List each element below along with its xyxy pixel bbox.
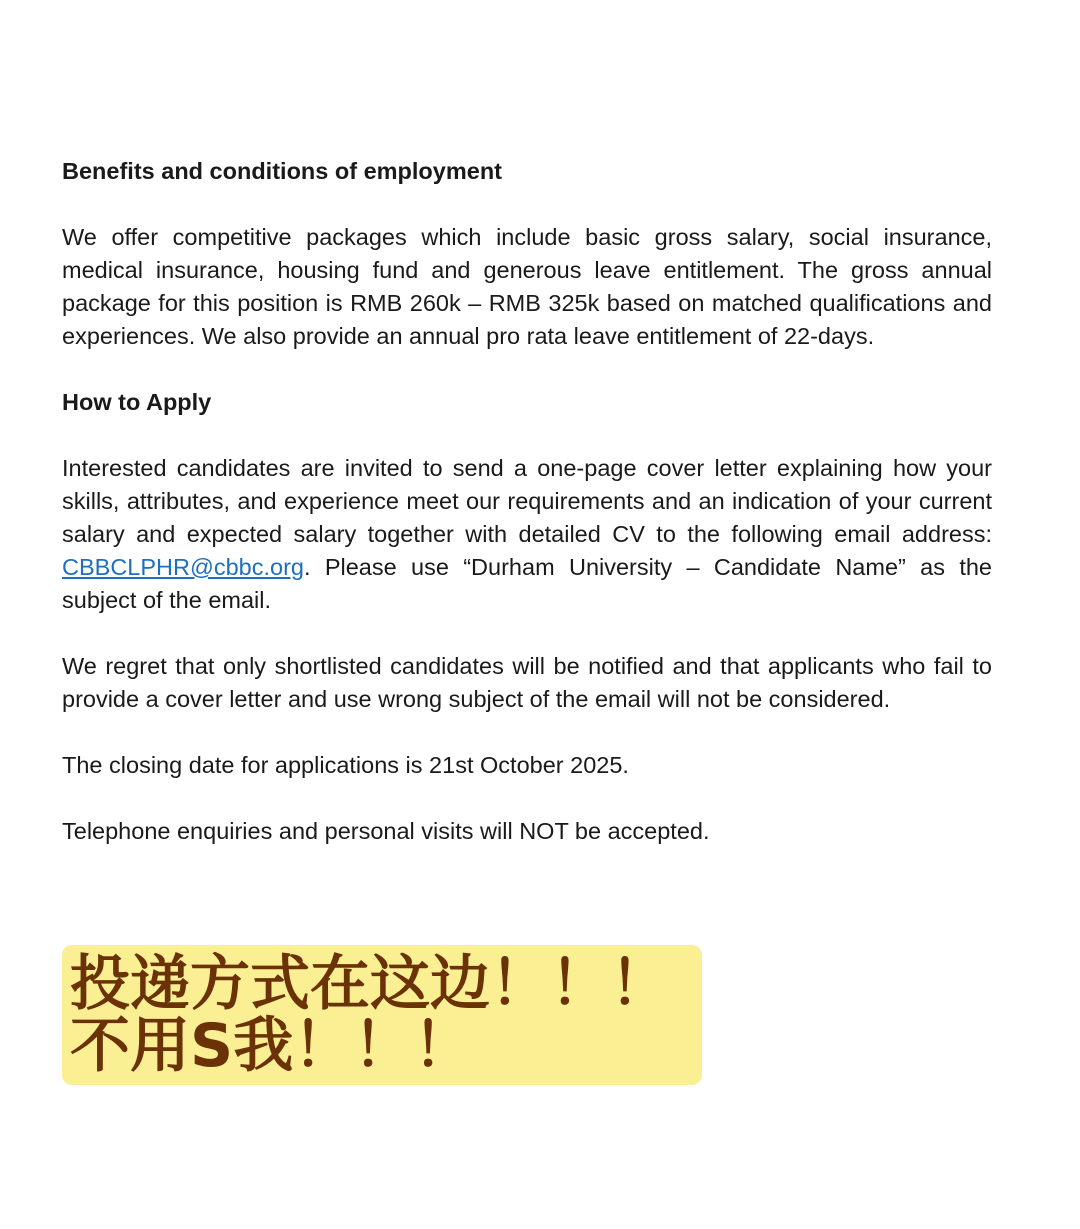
apply-paragraph <box>62 452 992 617</box>
how-to-apply-heading: How to Apply <box>62 389 212 415</box>
apply-text-before-email: Interested candidates are invited to send a one-page cover letter explaining how your skills, attributes, and experience meet our requirements and an indication of your current salary and expected salary together with detailed CV to the following email address: <box>62 455 992 547</box>
email-link[interactable]: CBBCLPHR@cbbc.org <box>62 554 304 580</box>
benefits-heading: Benefits and conditions of employment <box>62 158 503 184</box>
benefits-paragraph: We offer competitive packages which include basic gross salary, social insurance, medical insurance, housing fund and generous leave entitlement. The gross annual package for this position is RMB 260k – RMB 325k based on matched qualifications and experiences. We also provide an annual pro rata leave entitlement of 22-days. <box>62 224 992 349</box>
callout-line-1: 投递方式在这边！！！ <box>70 949 670 1019</box>
callout-line-2: 不用S我！！！ <box>70 1011 474 1081</box>
regret-paragraph: We regret that only shortlisted candidates will be notified and that applicants who fail to provide a cover letter and use wrong subject of the email will not be considered. <box>62 653 992 712</box>
callout-note <box>62 945 702 1085</box>
document-body <box>62 155 992 881</box>
closing-date-paragraph: The closing date for applications is 21st October 2025. <box>62 752 629 778</box>
apply-text-after-email: . Please use “Durham University – Candidate Name” as the subject of the email. <box>62 554 992 613</box>
no-calls-paragraph: Telephone enquiries and personal visits will NOT be accepted. <box>62 818 710 844</box>
